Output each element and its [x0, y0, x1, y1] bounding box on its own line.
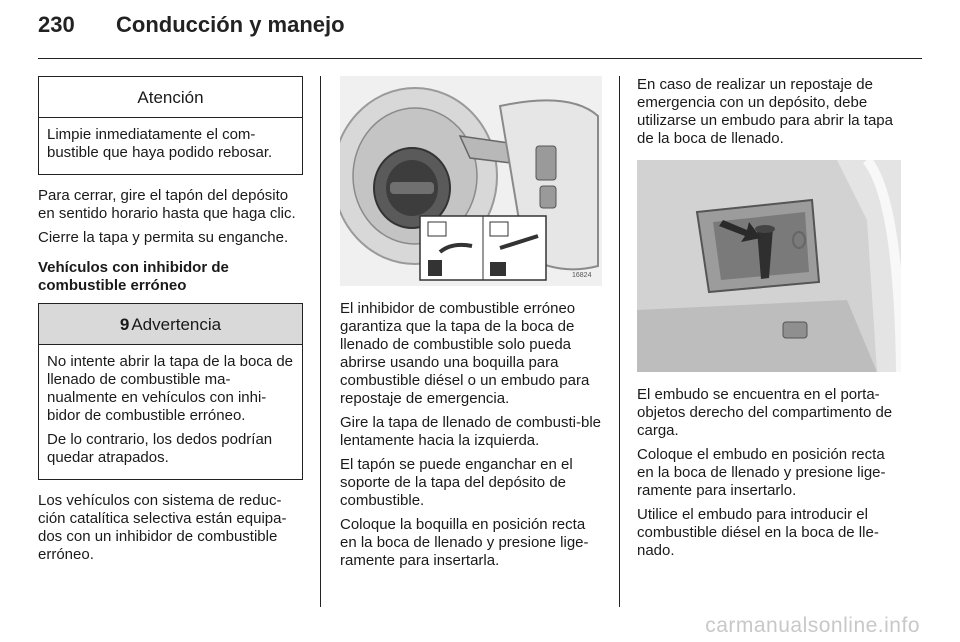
col1-para-2: Cierre la tapa y permita su enganche. [38, 229, 289, 246]
col3-para-1: En caso de realizar un repostaje de emergencia con un depósito, debe utilizarse un embudo para abrir la tapa de la boca de llenado. [637, 76, 893, 147]
cargo-compartment-figure [637, 160, 901, 372]
warning-box [38, 303, 303, 480]
page-number: 230 [38, 12, 75, 37]
attention-body [39, 118, 302, 174]
col2-para-3: El tapón se puede enganchar en el soporte de la tapa del depósito de combustible. [340, 456, 573, 509]
section-title: Conducción y manejo [116, 12, 345, 37]
column-1 [38, 76, 303, 570]
warning-title-text: Advertencia [131, 315, 222, 334]
col3-para-3: Coloque el embudo en posición recta en la boca de llenado y presione lige-ramente para insertarlo. [637, 446, 886, 499]
warning-title [39, 304, 302, 345]
site-watermark: carmanualsonline.info [705, 614, 920, 637]
warning-body [39, 345, 302, 479]
col3-para-2: El embudo se encuentra en el porta-objetos derecho del compartimento de carga. [637, 386, 893, 439]
warning-text-1: No intente abrir la tapa de la boca de llenado de combustible ma-nualmente en vehículos con inhi-bidor de combustible erróneo. [47, 353, 293, 424]
col1-para-3: Los vehículos con sistema de reduc-ción catalítica selectiva están equipa-dos con un inhibidor de combustible erróneo. [38, 492, 287, 563]
attention-text: Limpie inmediatamente el com-bustible que haya podido rebosar. [47, 126, 273, 161]
column-divider-1 [320, 76, 321, 607]
attention-box [38, 76, 303, 175]
header-divider [38, 58, 922, 59]
warning-icon: 9 [119, 315, 130, 334]
page-header [38, 12, 345, 38]
col2-para-2: Gire la tapa de llenado de combusti-ble lentamente hacia la izquierda. [340, 414, 601, 449]
subheading: Vehículos con inhibidor de combustible erróneo [38, 259, 229, 294]
col3-para-4: Utilice el embudo para introducir el combustible diésel en la boca de lle-nado. [637, 506, 879, 559]
column-divider-2 [619, 76, 620, 607]
attention-title: Atención [39, 77, 302, 118]
warning-text-2: De lo contrario, los dedos podrían quedar atrapados. [47, 431, 273, 466]
col1-para-1: Para cerrar, gire el tapón del depósito en sentido horario hasta que haga clic. [38, 187, 296, 222]
col2-para-1: El inhibidor de combustible erróneo garantiza que la tapa de la boca de llenado de combustible solo pueda abrirse usando una boquilla para combustible diésel o un embudo para repostaje de emergencia. [340, 300, 590, 407]
column-3 [637, 76, 902, 566]
column-2 [340, 76, 603, 576]
fuel-filler-figure [340, 76, 602, 286]
col2-para-4: Coloque la boquilla en posición recta en la boca de llenado y presione lige-ramente para insertarla. [340, 516, 589, 569]
figure-code: 16824 [572, 272, 592, 279]
